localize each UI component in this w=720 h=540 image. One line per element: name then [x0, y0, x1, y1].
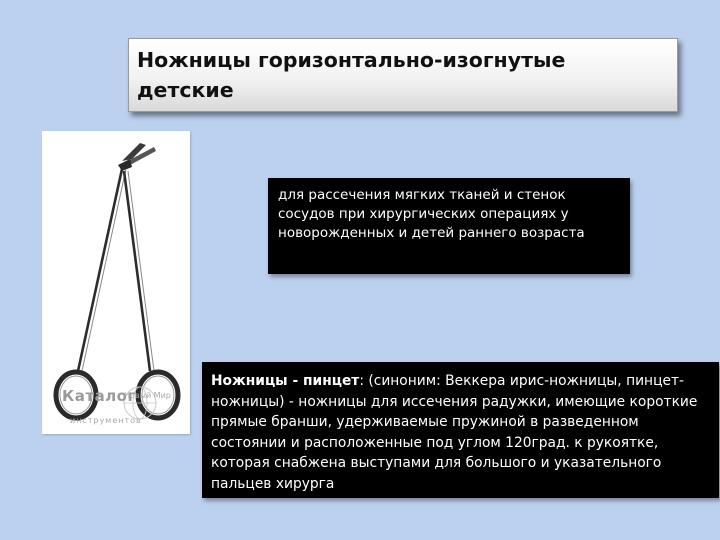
definition-box [202, 362, 719, 498]
description-text: для рассечения мягких тканей и стенок сосудов при хирургических операциях у новорожденных и детей раннего возраста [278, 187, 585, 241]
definition-term: Ножницы - пинцет [211, 373, 360, 389]
scissors-image-panel [42, 131, 190, 434]
description-box [268, 178, 630, 274]
watermark-instruments: инструментов [70, 416, 142, 425]
watermark-catalog: Каталог [62, 387, 136, 405]
slide-title-box [128, 38, 678, 112]
slide-title: Ножницы горизонтально-изогнутые детские [137, 48, 566, 102]
watermark-new-world: Новый Мир [124, 391, 171, 400]
definition-text: : (синоним: Веккера ирис-ножницы, пинцет-ножницы) - ножницы для иссечения радужки, имеющие короткие прямые бранши, удерживаемые пружиной в разведенном состоянии и расположенные под углом 120град. к рукоятке, которая снабжена выступами для большого и указательного пальцев хирурга [211, 373, 698, 492]
